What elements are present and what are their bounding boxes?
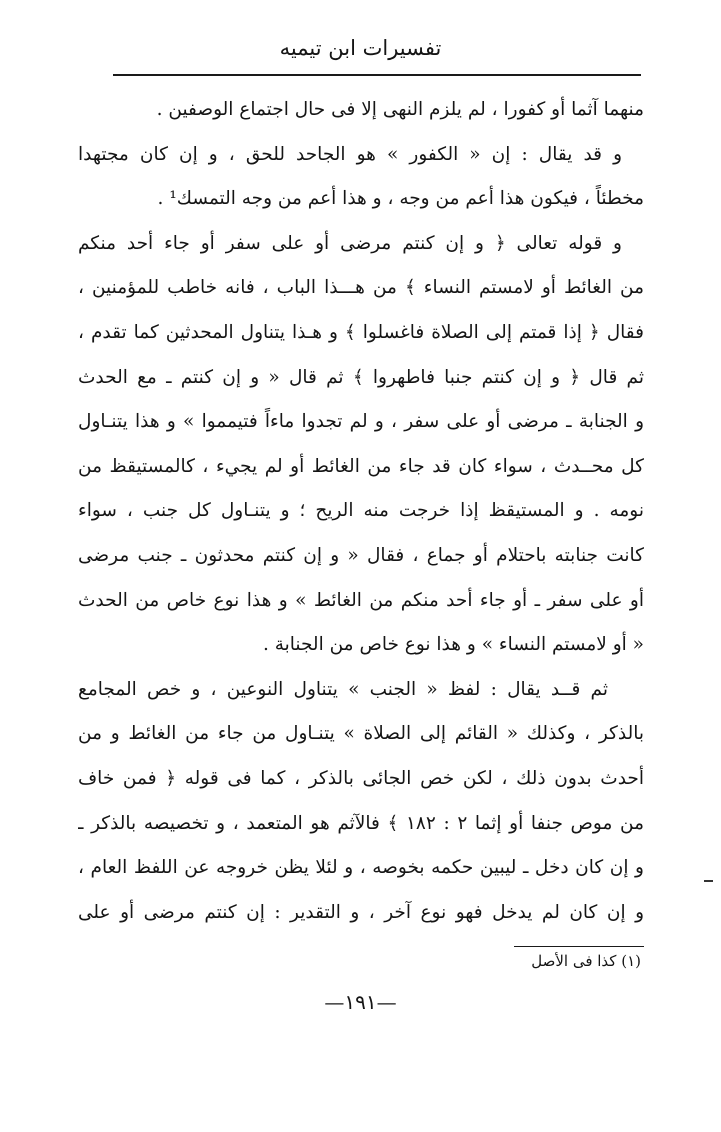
text-line: من الغائط أو لامستم النساء ﴾ من هـــذا الباب ، فانه خاطب للمؤمنين ، xyxy=(78,277,644,299)
text-line: كانت جنابته باحتلام أو جماع ، فقال « و إن كنتم محدثون ـ جنب مرضى xyxy=(78,544,644,566)
text-line: بالذكر ، وكذلك « القائم إلى الصلاة » يتنـاول من جاء من الغائط و من xyxy=(78,723,644,745)
text-line: فقال ﴿ إذا قمتم إلى الصلاة فاغسلوا ﴾ و هـذا يتناول المحدثين كما تقدم ، xyxy=(78,321,644,343)
text-line: و الجنابة ـ مرضى أو على سفر ، و لم تجدوا ماءاً فتيمموا » و هذا يتنـاول xyxy=(78,411,644,433)
text-line: ثم قــد يقال : لفظ « الجنب » يتناول النوعين ، و خص المجامع xyxy=(78,678,608,700)
running-header: تفسيرات ابن تيميه xyxy=(279,36,442,60)
footnote: (١) كذا فى الأصل xyxy=(531,952,641,970)
text-line: ثم قال ﴿ و إن كنتم جنبا فاطهروا ﴾ ثم قال « و إن كنتم ـ مع الحدث xyxy=(78,366,644,388)
footnote-rule xyxy=(514,946,644,947)
text-line: كل محــدث ، سواء كان قد جاء من الغائط أو لم يجيء ، كالمستيقظ من xyxy=(78,455,644,477)
header-rule xyxy=(113,74,641,76)
text-line: من موص جنفا أو إثما ٢ : ١٨٢ ﴾ فالآثم هو المتعمد ، و تخصيصه بالذكر ـ xyxy=(78,812,644,834)
text-line: أو على سفر ـ أو جاء أحد منكم من الغائط » و هذا نوع خاص من الحدث xyxy=(78,589,644,611)
body-text xyxy=(78,88,644,935)
text-line: أحدث بدون ذلك ، لكن خص الجائى بالذكر ، كما فى قوله ﴿ فمن خاف xyxy=(78,767,644,789)
text-line: مخطئاً ، فيكون هذا أعم من وجه ، و هذا أعم من وجه التمسك¹ . xyxy=(157,188,644,210)
text-line: نومه . و المستيقظ إذا خرجت منه الريح ؛ و يتنـاول كل جنب ، سواء xyxy=(78,500,644,522)
text-line: و إن كان لم يدخل فهو نوع آخر ، و التقدير : إن كنتم مرضى أو على xyxy=(78,901,644,923)
text-line: و قد يقال : إن « الكفور » هو الجاحد للحق ، و إن كان مجتهدا xyxy=(78,143,622,165)
margin-mark xyxy=(704,880,713,882)
page-number: —١٩١— xyxy=(324,990,397,1014)
text-line: و إن كان دخل ـ ليبين حكمه بخوصه ، و لئلا يظن خروجه عن اللفظ العام ، xyxy=(78,857,644,879)
text-line: منهما آثما أو كفورا ، لم يلزم النهى إلا فى حال اجتماع الوصفين . xyxy=(156,99,644,120)
text-line: و قوله تعالى ﴿ و إن كنتم مرضى أو على سفر أو جاء أحد منكم xyxy=(78,232,622,254)
text-line: « أو لامستم النساء » و هذا نوع خاص من الجنابة . xyxy=(262,634,644,656)
